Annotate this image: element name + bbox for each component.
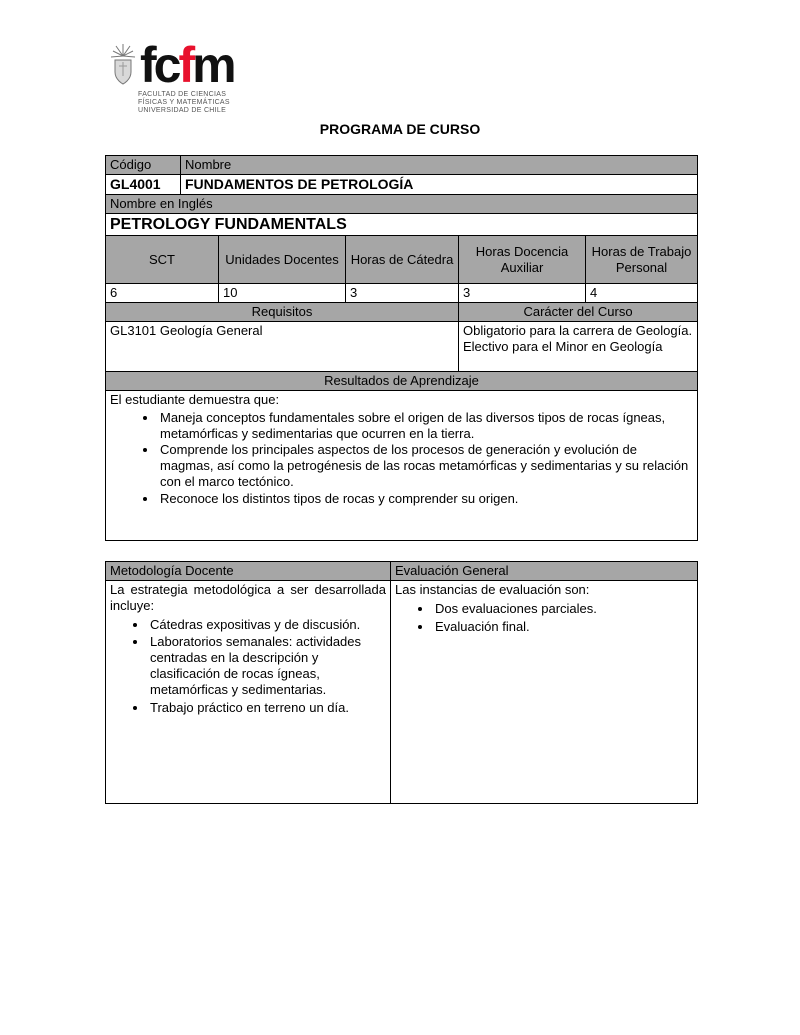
- evaluacion-intro: Las instancias de evaluación son:: [395, 581, 590, 597]
- nombre-value-cell: FUNDAMENTOS DE PETROLOGÍA: [181, 174, 698, 194]
- table-row: [106, 174, 698, 194]
- evaluacion-bullet-list: [395, 601, 693, 635]
- horas-catedra-header-cell: Horas de Cátedra: [346, 236, 459, 284]
- nombre-ingles-value-cell: PETROLOGY FUNDAMENTALS: [106, 213, 698, 236]
- bullet-item: • Dos evaluaciones parciales.: [433, 601, 693, 617]
- bullet-item: • Trabajo práctico en terreno un día.: [148, 700, 386, 716]
- logo-row: [110, 37, 234, 93]
- bullet-item: • Maneja conceptos fundamentales sobre el origen de las diversos tipos de rocas ígneas, metamórficas y sedimentarias que ocurren en la tierra.: [158, 410, 693, 442]
- sct-header-cell: SCT: [106, 236, 219, 284]
- table-row: [106, 390, 698, 540]
- requisitos-header-cell: Requisitos: [106, 303, 459, 322]
- table-row: [106, 213, 698, 236]
- metodologia-intro: La estrategia metodológica a ser desarrollada incluye:: [110, 581, 386, 613]
- universidad-de-chile-crest-icon: [110, 42, 136, 90]
- bullet-item: • Comprende los principales aspectos de los procesos de generación y evolución de magmas, así como la petrogénesis de las rocas metamórficas y sedimentarias y su relación con el marco tectónico.: [158, 442, 693, 490]
- codigo-value-cell: GL4001: [106, 174, 181, 194]
- table-row: [106, 156, 698, 175]
- bullet-item: • Reconoce los distintos tipos de rocas y comprender su origen.: [158, 491, 693, 507]
- course-info-table: [105, 155, 698, 541]
- table-row: [106, 303, 698, 322]
- horas-trabajo-personal-header-cell: Horas de Trabajo Personal: [586, 236, 698, 284]
- fcfm-wordmark: [140, 37, 234, 93]
- logo-subtitle: [138, 91, 234, 115]
- nombre-header-cell: Nombre: [181, 156, 698, 175]
- table-row: [106, 236, 698, 284]
- bullet-item: • Evaluación final.: [433, 619, 693, 635]
- logo-subtitle-line: UNIVERSIDAD DE CHILE: [138, 107, 227, 115]
- resultados-body-cell: [106, 390, 698, 540]
- sct-value-cell: 6: [106, 284, 219, 303]
- evaluacion-header-cell: Evaluación General: [391, 562, 698, 581]
- resultados-bullet-list: [110, 410, 693, 507]
- page-title: PROGRAMA DE CURSO: [319, 121, 481, 137]
- bullet-item: • Cátedras expositivas y de discusión.: [148, 617, 386, 633]
- codigo-header-cell: Código: [106, 156, 181, 175]
- table-row: [106, 562, 698, 581]
- wordmark-m: m: [192, 37, 234, 93]
- table-row: [106, 580, 698, 803]
- table-row: [106, 322, 698, 372]
- evaluacion-body-cell: [391, 580, 698, 803]
- methodology-evaluation-table: [105, 561, 698, 804]
- unidades-docentes-header-cell: Unidades Docentes: [219, 236, 346, 284]
- wordmark-fc: fc: [140, 37, 179, 93]
- requisitos-value-cell: GL3101 Geología General: [106, 322, 459, 372]
- metodologia-body-cell: [106, 580, 391, 803]
- table-row: [106, 284, 698, 303]
- metodologia-bullet-list: [110, 617, 386, 716]
- fcfm-logo: [110, 37, 234, 115]
- caracter-value-line: Electivo para el Minor en Geología: [463, 338, 663, 354]
- logo-subtitle-line: FÍSICAS Y MATEMÁTICAS: [138, 99, 230, 107]
- metodologia-header-cell: Metodología Docente: [106, 562, 391, 581]
- caracter-value-cell: [459, 322, 698, 372]
- horas-docencia-auxiliar-value-cell: 3: [459, 284, 586, 303]
- nombre-ingles-header-cell: Nombre en Inglés: [106, 194, 698, 213]
- resultados-header-cell: Resultados de Aprendizaje: [106, 372, 698, 391]
- horas-docencia-auxiliar-header-cell: Horas Docencia Auxiliar: [459, 236, 586, 284]
- bullet-item: • Laboratorios semanales: actividades centradas en la descripción y clasificación de rocas ígneas, metamórficas y sedimentarias.: [148, 634, 386, 697]
- caracter-header-cell: Carácter del Curso: [459, 303, 698, 322]
- unidades-docentes-value-cell: 10: [219, 284, 346, 303]
- horas-catedra-value-cell: 3: [346, 284, 459, 303]
- wordmark-f-red: f: [178, 37, 193, 93]
- caracter-value-line: Obligatorio para la carrera de Geología.: [463, 323, 693, 339]
- table-row: [106, 194, 698, 213]
- resultados-intro: El estudiante demuestra que:: [110, 391, 280, 407]
- logo-subtitle-line: FACULTAD DE CIENCIAS: [138, 91, 227, 98]
- horas-trabajo-personal-value-cell: 4: [586, 284, 698, 303]
- table-row: [106, 372, 698, 391]
